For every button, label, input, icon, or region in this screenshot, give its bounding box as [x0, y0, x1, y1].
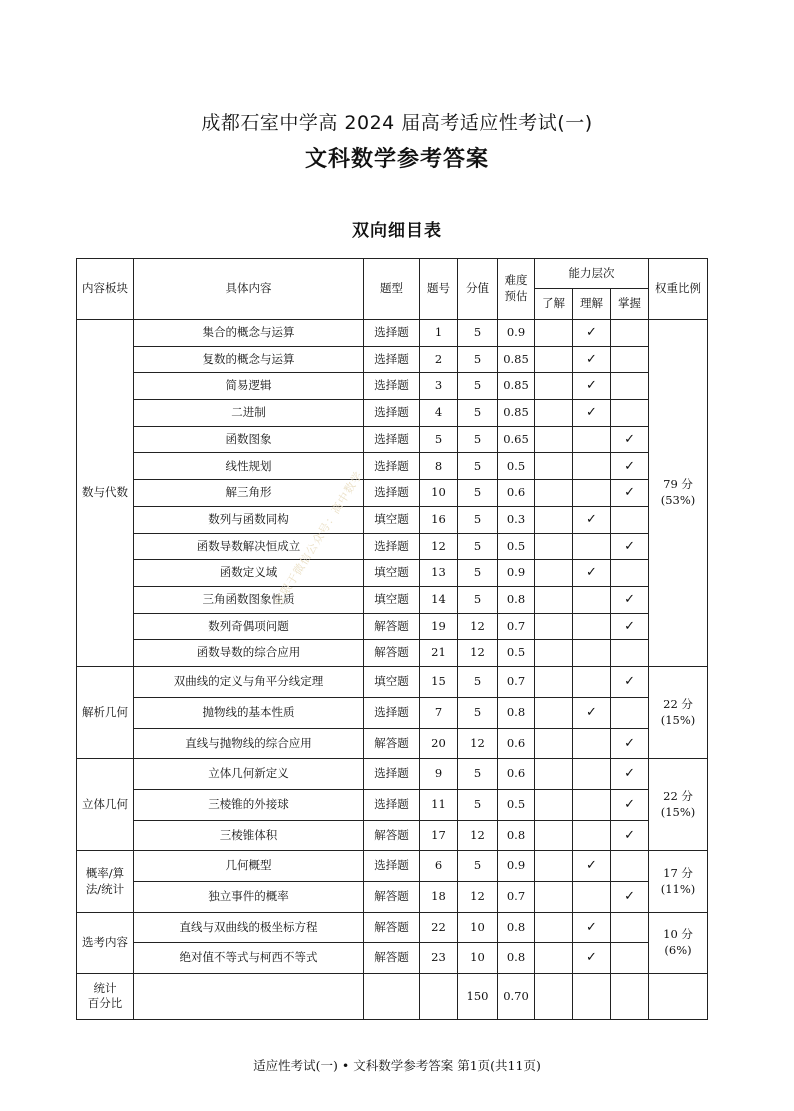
table-row [77, 533, 708, 560]
content-cell: 二进制 [134, 400, 364, 427]
table-row [77, 453, 708, 480]
number-cell: 17 [420, 820, 458, 851]
difficulty-cell: 0.9 [498, 560, 535, 587]
header-comprehend: 理解 [573, 289, 611, 320]
table-row [77, 697, 708, 728]
total-weight-cell [649, 973, 708, 1019]
content-cell: 独立事件的概率 [134, 882, 364, 913]
ability-comprehend-cell [573, 480, 611, 507]
total-row [77, 973, 708, 1019]
content-cell: 数列奇偶项问题 [134, 613, 364, 640]
score-cell: 5 [458, 697, 498, 728]
number-cell: 16 [420, 506, 458, 533]
total-content-cell [134, 973, 364, 1019]
ability-comprehend-cell [573, 820, 611, 851]
ability-comprehend-cell [573, 586, 611, 613]
difficulty-cell: 0.6 [498, 480, 535, 507]
score-cell: 5 [458, 426, 498, 453]
ability-understand-cell [535, 697, 573, 728]
total-understand-cell [535, 973, 573, 1019]
difficulty-cell: 0.9 [498, 320, 535, 347]
difficulty-cell: 0.6 [498, 728, 535, 759]
header-module: 内容板块 [77, 259, 134, 320]
content-cell: 函数导数解决恒成立 [134, 533, 364, 560]
ability-comprehend-cell [573, 453, 611, 480]
ability-comprehend-cell [573, 533, 611, 560]
table-row [77, 882, 708, 913]
score-cell: 5 [458, 586, 498, 613]
content-cell: 解三角形 [134, 480, 364, 507]
score-cell: 5 [458, 453, 498, 480]
content-cell: 直线与双曲线的极坐标方程 [134, 912, 364, 943]
score-cell: 5 [458, 320, 498, 347]
difficulty-cell: 0.85 [498, 400, 535, 427]
total-master-cell [611, 973, 649, 1019]
difficulty-cell: 0.3 [498, 506, 535, 533]
number-cell: 1 [420, 320, 458, 347]
ability-understand-cell [535, 320, 573, 347]
document-subtitle: 文科数学参考答案 [304, 147, 489, 172]
ability-understand-cell [535, 943, 573, 974]
ability-understand-cell [535, 346, 573, 373]
ability-understand-cell [535, 851, 573, 882]
document-title: 成都石室中学高 2024 届高考适应性考试(一) [201, 112, 593, 134]
score-cell: 5 [458, 400, 498, 427]
table-row [77, 480, 708, 507]
total-score: 150 [458, 973, 498, 1019]
difficulty-cell: 0.9 [498, 851, 535, 882]
table-row [77, 400, 708, 427]
type-cell: 解答题 [364, 882, 420, 913]
number-cell: 14 [420, 586, 458, 613]
total-label: 统计 百分比 [77, 973, 134, 1019]
score-cell: 5 [458, 790, 498, 821]
number-cell: 5 [420, 426, 458, 453]
table-row [77, 346, 708, 373]
content-cell: 三棱锥的外接球 [134, 790, 364, 821]
number-cell: 3 [420, 373, 458, 400]
module-cell: 立体几何 [77, 759, 134, 851]
table-row [77, 506, 708, 533]
ability-understand-cell [535, 506, 573, 533]
score-cell: 5 [458, 560, 498, 587]
table-row [77, 820, 708, 851]
ability-master-cell [611, 346, 649, 373]
number-cell: 13 [420, 560, 458, 587]
type-cell: 选择题 [364, 697, 420, 728]
header-understand: 了解 [535, 289, 573, 320]
check-icon: ✓ [611, 882, 649, 913]
content-cell: 简易逻辑 [134, 373, 364, 400]
ability-master-cell [611, 560, 649, 587]
table-row [77, 912, 708, 943]
score-cell: 12 [458, 728, 498, 759]
number-cell: 21 [420, 640, 458, 667]
number-cell: 20 [420, 728, 458, 759]
type-cell: 选择题 [364, 320, 420, 347]
table-row [77, 640, 708, 667]
ability-master-cell [611, 320, 649, 347]
number-cell: 23 [420, 943, 458, 974]
header-weight: 权重比例 [649, 259, 708, 320]
number-cell: 8 [420, 453, 458, 480]
score-cell: 5 [458, 533, 498, 560]
table-row [77, 943, 708, 974]
total-difficulty: 0.70 [498, 973, 535, 1019]
table-row [77, 728, 708, 759]
type-cell: 填空题 [364, 506, 420, 533]
check-icon: ✓ [611, 426, 649, 453]
header-score: 分值 [458, 259, 498, 320]
header-master: 掌握 [611, 289, 649, 320]
ability-comprehend-cell [573, 426, 611, 453]
content-cell: 线性规划 [134, 453, 364, 480]
ability-understand-cell [535, 533, 573, 560]
ability-understand-cell [535, 613, 573, 640]
number-cell: 2 [420, 346, 458, 373]
ability-understand-cell [535, 820, 573, 851]
table-row [77, 790, 708, 821]
number-cell: 6 [420, 851, 458, 882]
weight-cell: 22 分 (15%) [649, 759, 708, 851]
difficulty-cell: 0.5 [498, 453, 535, 480]
check-icon: ✓ [573, 851, 611, 882]
ability-comprehend-cell [573, 613, 611, 640]
content-cell: 数列与函数同构 [134, 506, 364, 533]
ability-understand-cell [535, 426, 573, 453]
content-cell: 直线与抛物线的综合应用 [134, 728, 364, 759]
content-cell: 几何概型 [134, 851, 364, 882]
ability-understand-cell [535, 759, 573, 790]
score-cell: 12 [458, 882, 498, 913]
spec-table-body [77, 259, 708, 1020]
difficulty-cell: 0.8 [498, 820, 535, 851]
header-ability: 能力层次 [535, 259, 649, 289]
check-icon: ✓ [573, 373, 611, 400]
number-cell: 9 [420, 759, 458, 790]
content-cell: 抛物线的基本性质 [134, 697, 364, 728]
type-cell: 选择题 [364, 533, 420, 560]
check-icon: ✓ [611, 820, 649, 851]
module-cell: 选考内容 [77, 912, 134, 973]
type-cell: 选择题 [364, 790, 420, 821]
header-content: 具体内容 [134, 259, 364, 320]
ability-understand-cell [535, 790, 573, 821]
type-cell: 选择题 [364, 426, 420, 453]
module-cell: 概率/算 法/统计 [77, 851, 134, 912]
ability-comprehend-cell [573, 882, 611, 913]
ability-master-cell [611, 373, 649, 400]
content-cell: 集合的概念与运算 [134, 320, 364, 347]
ability-understand-cell [535, 586, 573, 613]
difficulty-cell: 0.8 [498, 586, 535, 613]
check-icon: ✓ [611, 759, 649, 790]
check-icon: ✓ [611, 666, 649, 697]
content-cell: 三角函数图象性质 [134, 586, 364, 613]
difficulty-cell: 0.85 [498, 346, 535, 373]
difficulty-cell: 0.85 [498, 373, 535, 400]
ability-master-cell [611, 697, 649, 728]
number-cell: 7 [420, 697, 458, 728]
ability-comprehend-cell [573, 728, 611, 759]
type-cell: 解答题 [364, 820, 420, 851]
weight-cell: 79 分 (53%) [649, 320, 708, 667]
score-cell: 10 [458, 943, 498, 974]
difficulty-cell: 0.8 [498, 697, 535, 728]
ability-master-cell [611, 506, 649, 533]
check-icon: ✓ [573, 560, 611, 587]
score-cell: 12 [458, 640, 498, 667]
number-cell: 10 [420, 480, 458, 507]
number-cell: 15 [420, 666, 458, 697]
check-icon: ✓ [573, 912, 611, 943]
difficulty-cell: 0.7 [498, 882, 535, 913]
ability-comprehend-cell [573, 640, 611, 667]
check-icon: ✓ [611, 586, 649, 613]
difficulty-cell: 0.8 [498, 943, 535, 974]
type-cell: 填空题 [364, 560, 420, 587]
type-cell: 填空题 [364, 586, 420, 613]
weight-cell: 17 分 (11%) [649, 851, 708, 912]
section-title: 双向细目表 [352, 221, 442, 241]
ability-understand-cell [535, 666, 573, 697]
score-cell: 5 [458, 851, 498, 882]
watermark: 仅限于微信公众号：高中数学 [271, 468, 366, 608]
table-row [77, 613, 708, 640]
header-difficulty: 难度 预估 [498, 259, 535, 320]
total-type-cell [364, 973, 420, 1019]
number-cell: 4 [420, 400, 458, 427]
total-comprehend-cell [573, 973, 611, 1019]
ability-understand-cell [535, 560, 573, 587]
type-cell: 选择题 [364, 453, 420, 480]
module-cell: 数与代数 [77, 320, 134, 667]
number-cell: 18 [420, 882, 458, 913]
difficulty-cell: 0.5 [498, 790, 535, 821]
difficulty-cell: 0.7 [498, 666, 535, 697]
check-icon: ✓ [611, 790, 649, 821]
number-cell: 22 [420, 912, 458, 943]
table-row [77, 320, 708, 347]
spec-table [76, 258, 708, 1020]
score-cell: 5 [458, 666, 498, 697]
type-cell: 选择题 [364, 400, 420, 427]
check-icon: ✓ [611, 613, 649, 640]
ability-comprehend-cell [573, 759, 611, 790]
score-cell: 5 [458, 480, 498, 507]
type-cell: 选择题 [364, 373, 420, 400]
content-cell: 立体几何新定义 [134, 759, 364, 790]
ability-master-cell [611, 640, 649, 667]
ability-understand-cell [535, 400, 573, 427]
check-icon: ✓ [573, 346, 611, 373]
content-cell: 绝对值不等式与柯西不等式 [134, 943, 364, 974]
table-row [77, 759, 708, 790]
ability-understand-cell [535, 882, 573, 913]
header-row [77, 259, 708, 289]
ability-understand-cell [535, 728, 573, 759]
type-cell: 填空题 [364, 666, 420, 697]
ability-understand-cell [535, 640, 573, 667]
weight-cell: 10 分 (6%) [649, 912, 708, 973]
type-cell: 选择题 [364, 346, 420, 373]
ability-understand-cell [535, 480, 573, 507]
type-cell: 解答题 [364, 640, 420, 667]
content-cell: 函数定义域 [134, 560, 364, 587]
ability-master-cell [611, 400, 649, 427]
score-cell: 5 [458, 506, 498, 533]
score-cell: 5 [458, 373, 498, 400]
check-icon: ✓ [611, 728, 649, 759]
ability-comprehend-cell [573, 790, 611, 821]
page-footer: 适应性考试(一) • 文科数学参考答案 第1页(共11页) [253, 1058, 541, 1073]
number-cell: 12 [420, 533, 458, 560]
ability-understand-cell [535, 373, 573, 400]
difficulty-cell: 0.6 [498, 759, 535, 790]
weight-cell: 22 分 (15%) [649, 666, 708, 758]
difficulty-cell: 0.7 [498, 613, 535, 640]
type-cell: 解答题 [364, 912, 420, 943]
check-icon: ✓ [573, 697, 611, 728]
header-type: 题型 [364, 259, 420, 320]
table-row [77, 851, 708, 882]
total-number-cell [420, 973, 458, 1019]
ability-master-cell [611, 912, 649, 943]
type-cell: 解答题 [364, 943, 420, 974]
content-cell: 复数的概念与运算 [134, 346, 364, 373]
ability-understand-cell [535, 912, 573, 943]
table-row [77, 586, 708, 613]
table-row [77, 373, 708, 400]
header-number: 题号 [420, 259, 458, 320]
check-icon: ✓ [611, 480, 649, 507]
difficulty-cell: 0.8 [498, 912, 535, 943]
difficulty-cell: 0.65 [498, 426, 535, 453]
type-cell: 选择题 [364, 851, 420, 882]
score-cell: 12 [458, 613, 498, 640]
number-cell: 11 [420, 790, 458, 821]
type-cell: 解答题 [364, 613, 420, 640]
ability-comprehend-cell [573, 666, 611, 697]
check-icon: ✓ [573, 400, 611, 427]
table-row [77, 560, 708, 587]
module-cell: 解析几何 [77, 666, 134, 758]
content-cell: 函数图象 [134, 426, 364, 453]
content-cell: 双曲线的定义与角平分线定理 [134, 666, 364, 697]
content-cell: 函数导数的综合应用 [134, 640, 364, 667]
ability-understand-cell [535, 453, 573, 480]
check-icon: ✓ [573, 320, 611, 347]
check-icon: ✓ [573, 506, 611, 533]
score-cell: 10 [458, 912, 498, 943]
number-cell: 19 [420, 613, 458, 640]
check-icon: ✓ [611, 453, 649, 480]
ability-master-cell [611, 943, 649, 974]
table-row [77, 666, 708, 697]
difficulty-cell: 0.5 [498, 640, 535, 667]
type-cell: 选择题 [364, 480, 420, 507]
check-icon: ✓ [573, 943, 611, 974]
check-icon: ✓ [611, 533, 649, 560]
difficulty-cell: 0.5 [498, 533, 535, 560]
score-cell: 5 [458, 759, 498, 790]
score-cell: 12 [458, 820, 498, 851]
content-cell: 三棱锥体积 [134, 820, 364, 851]
table-row [77, 426, 708, 453]
type-cell: 选择题 [364, 759, 420, 790]
type-cell: 解答题 [364, 728, 420, 759]
ability-master-cell [611, 851, 649, 882]
score-cell: 5 [458, 346, 498, 373]
